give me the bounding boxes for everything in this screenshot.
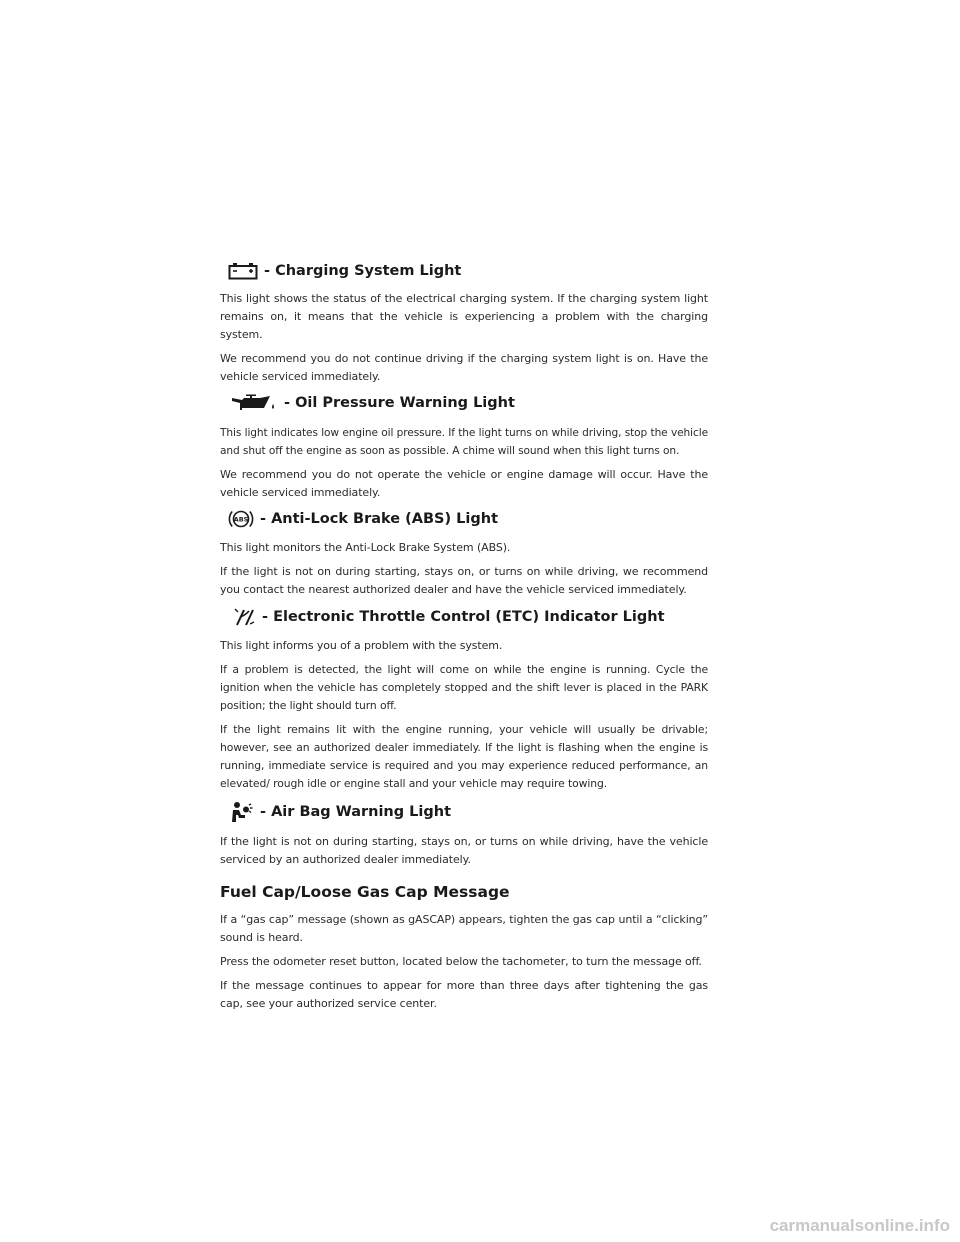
- abs-title: - Anti-Lock Brake (ABS) Light: [260, 511, 499, 527]
- airbag-text-1: If the light is not on during starting, stays on, or turns on while driving, have the vehicle serviced by an authorized dealer immediately.: [220, 835, 708, 866]
- throttle-icon: [234, 607, 256, 627]
- abs-heading: [228, 507, 708, 531]
- charging-system-text-2: We recommend you do not continue driving if the charging system light is on. Have the vehicle serviced immediately.: [220, 352, 708, 383]
- battery-icon: [228, 262, 258, 280]
- abs-text-1: This light monitors the Anti-Lock Brake System (ABS).: [220, 541, 511, 554]
- oil-pressure-title: - Oil Pressure Warning Light: [284, 395, 515, 411]
- charging-system-text-1: This light shows the status of the electrical charging system. If the charging system light remains on, it means that the vehicle is experiencing a problem with the charging system.: [220, 292, 708, 341]
- fuel-cap-text-3: If the message continues to appear for more than three days after tightening the gas cap, see your authorized service center.: [220, 979, 708, 1010]
- svg-text:ABS: ABS: [233, 515, 249, 524]
- etc-title: - Electronic Throttle Control (ETC) Indicator Light: [262, 609, 665, 625]
- etc-heading: [234, 607, 708, 627]
- oil-pressure-text-1: This light indicates low engine oil pressure. If the light turns on while driving, stop the vehicle and shut off the engine as soon as possible. A chime will sound when this light turns on.: [220, 427, 708, 457]
- etc-text-2: If a problem is detected, the light will come on while the engine is running. Cycle the ignition when the vehicle has completely stopped and the shift lever is placed in the PARK position; the light should turn off.: [220, 663, 708, 712]
- oil-pressure-text-2: We recommend you do not operate the vehicle or engine damage will occur. Have the vehicle serviced immediately.: [220, 468, 708, 499]
- airbag-icon: [230, 801, 254, 823]
- fuel-cap-section-title: Fuel Cap/Loose Gas Cap Message: [220, 883, 510, 901]
- oil-pressure-heading: [230, 392, 708, 414]
- etc-text-1: This light informs you of a problem with the system.: [220, 639, 503, 652]
- abs-icon: [228, 507, 254, 531]
- airbag-heading: [230, 801, 708, 823]
- charging-system-title: - Charging System Light: [264, 263, 462, 279]
- abs-text-2: If the light is not on during starting, stays on, or turns on while driving, we recommend you contact the nearest authorized dealer and have the vehicle serviced immediately.: [220, 565, 708, 596]
- manual-page-content: [220, 262, 708, 1013]
- watermark: carmanualsonline.info: [769, 1216, 950, 1235]
- oil-can-icon: [230, 392, 278, 414]
- charging-system-heading: [228, 262, 708, 280]
- fuel-cap-text-2: Press the odometer reset button, located below the tachometer, to turn the message off.: [220, 955, 702, 968]
- airbag-title: - Air Bag Warning Light: [260, 804, 452, 820]
- etc-text-3: If the light remains lit with the engine running, your vehicle will usually be drivable; however, see an authorized dealer immediately. If the light is flashing when the engine is running, immediate service is required and you may experience reduced performance, an elevated/ rough idle or engine stall and your vehicle may require towing.: [220, 723, 708, 790]
- fuel-cap-text-1: If a “gas cap” message (shown as gASCAP) appears, tighten the gas cap until a “clicking” sound is heard.: [220, 913, 708, 944]
